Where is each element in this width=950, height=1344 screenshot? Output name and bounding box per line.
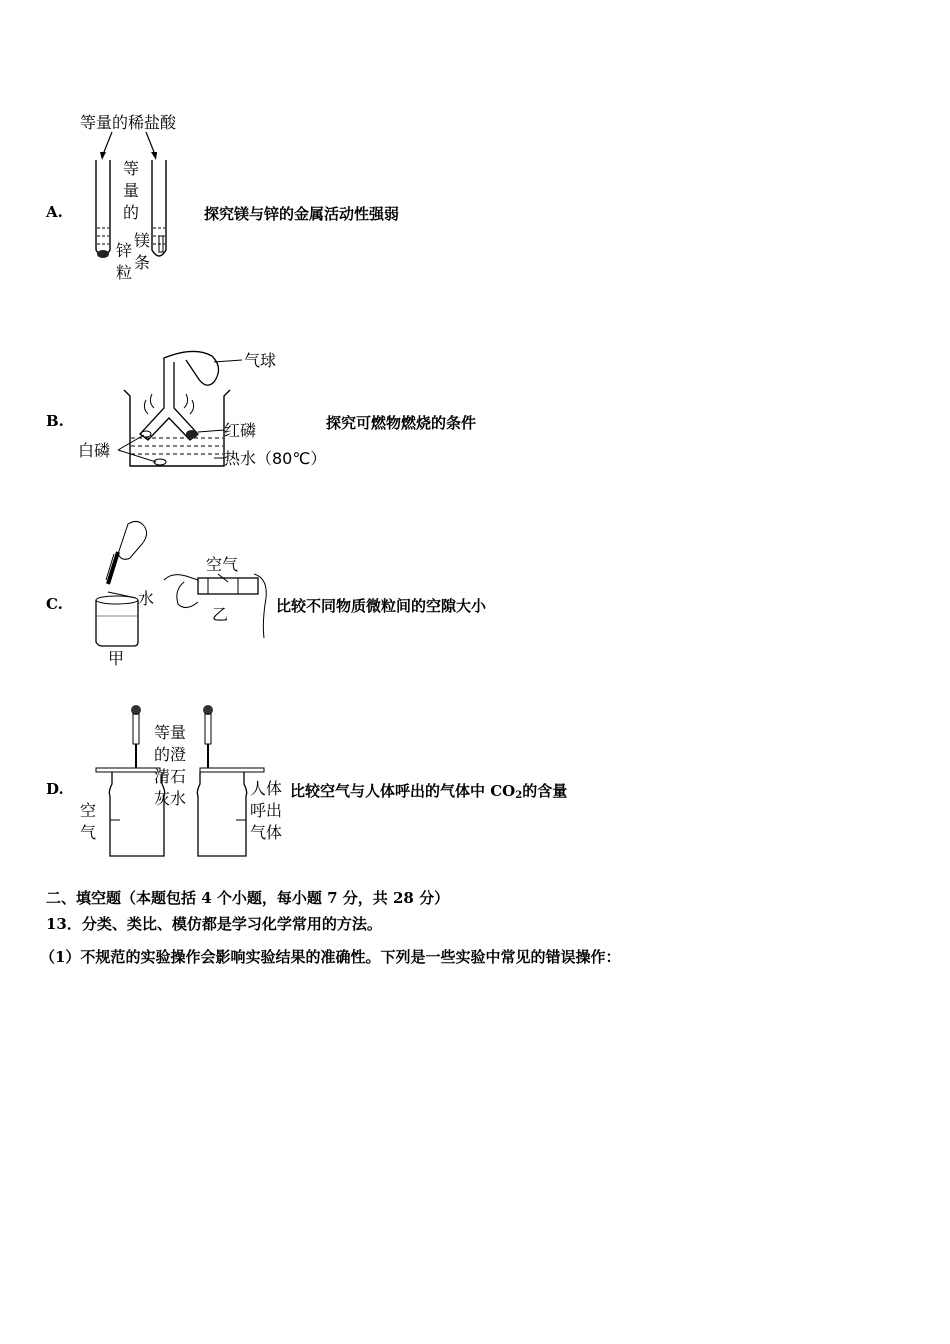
option-b-description: 探究可燃物燃烧的条件	[326, 414, 477, 432]
section-heading: 二、填空题（本题包括 4 个小题，每小题 7 分，共 28 分）	[46, 889, 450, 907]
beaker-jia	[96, 600, 138, 646]
svg-text:等量: 等量	[154, 723, 187, 742]
option-c-letter: C.	[46, 595, 63, 613]
bottle-right	[197, 772, 246, 856]
test-tube-left	[96, 160, 110, 256]
svg-text:的: 的	[123, 203, 140, 222]
svg-text:空: 空	[80, 801, 97, 820]
beaker	[124, 390, 230, 466]
syringe-yi	[198, 578, 258, 594]
svg-text:条: 条	[134, 253, 151, 272]
svg-text:人体: 人体	[250, 779, 283, 798]
svg-text:乙: 乙	[212, 605, 229, 624]
hand-middle	[164, 575, 198, 580]
svg-text:量: 量	[123, 181, 140, 200]
option-b-letter: B.	[46, 412, 64, 430]
glass-plate-right	[200, 768, 264, 772]
hand-right	[254, 574, 266, 638]
balloon	[164, 351, 219, 390]
svg-text:热水（80℃）: 热水（80℃）	[224, 449, 327, 468]
question-13-part-1: （1）不规范的实验操作会影响实验结果的准确性。下列是一些实验中常见的错误操作：	[40, 948, 621, 966]
zinc-granules	[97, 250, 109, 258]
svg-text:气球: 气球	[244, 351, 277, 370]
svg-text:锌: 锌	[116, 241, 133, 260]
svg-text:红磷: 红磷	[224, 421, 257, 440]
question-13: 13．分类、类比、模仿都是学习化学常用的方法。	[46, 915, 382, 933]
option-a-diagram	[74, 108, 204, 288]
red-phosphorus	[186, 430, 198, 438]
option-d-letter: D.	[46, 780, 64, 798]
svg-text:灰水: 灰水	[154, 789, 187, 808]
hand-left	[118, 521, 147, 559]
acid-label: 等量的稀盐酸	[80, 113, 177, 132]
option-a-letter: A.	[46, 203, 63, 221]
svg-text:甲: 甲	[108, 649, 125, 668]
svg-text:气体: 气体	[250, 823, 283, 842]
svg-text:等: 等	[123, 159, 140, 178]
svg-text:水: 水	[138, 589, 155, 608]
svg-text:清石: 清石	[154, 767, 187, 786]
svg-text:镁: 镁	[134, 231, 151, 250]
svg-text:呼出: 呼出	[250, 801, 283, 820]
svg-text:粒: 粒	[116, 263, 133, 282]
option-d-diagram	[74, 700, 290, 862]
svg-text:空气: 空气	[206, 555, 239, 574]
option-d-description: 比较空气与人体呼出的气体中 $CO_2$的含量	[290, 782, 568, 801]
option-a-description: 探究镁与锌的金属活动性强弱	[204, 205, 400, 223]
svg-text:的澄: 的澄	[154, 745, 187, 764]
option-c-diagram	[78, 518, 274, 668]
option-c-description: 比较不同物质微粒间的空隙大小	[276, 597, 487, 615]
svg-text:气: 气	[80, 823, 97, 842]
option-b-diagram	[74, 338, 334, 478]
glass-plate-left	[96, 768, 160, 772]
svg-text:白磷: 白磷	[78, 441, 111, 460]
